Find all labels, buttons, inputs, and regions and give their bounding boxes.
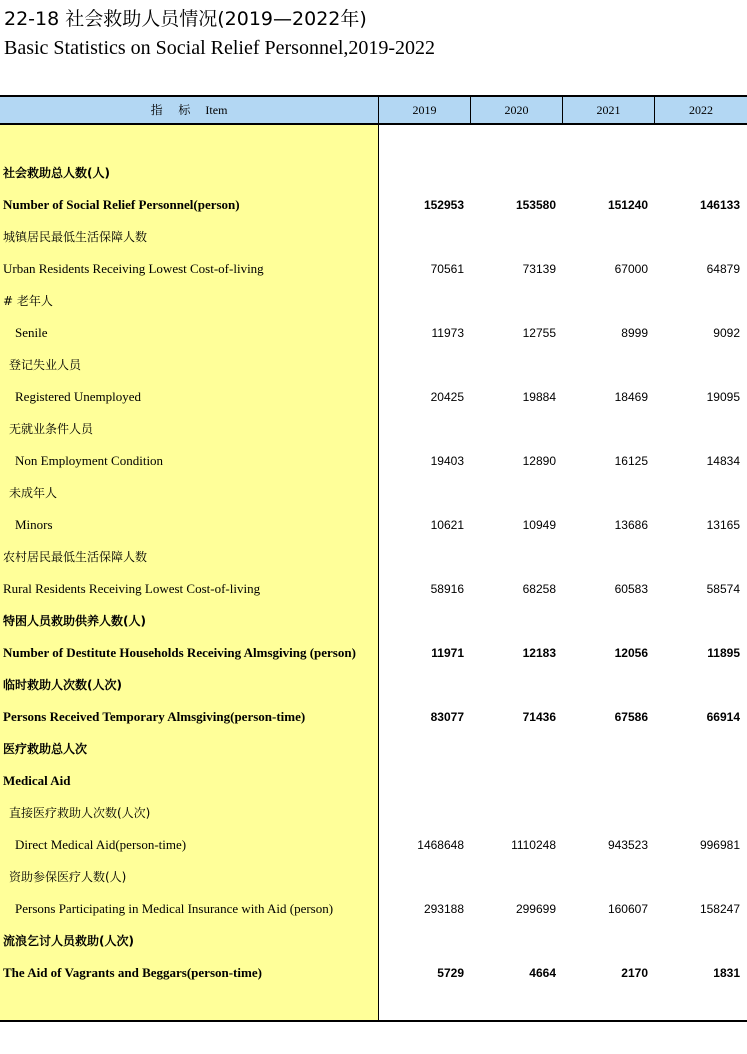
table-row — [0, 733, 747, 765]
cell-value-2021: 13686 — [614, 518, 648, 532]
row-label: 资助参保医疗人数(人) — [9, 870, 127, 884]
cell-value-2020: 71436 — [522, 710, 556, 724]
table-row — [0, 829, 747, 861]
row-label: Number of Social Relief Personnel(person) — [3, 197, 240, 212]
table-row — [0, 765, 747, 797]
table-row — [0, 669, 747, 701]
row-label: Number of Destitute Households Receiving Almsgiving (person) — [3, 645, 356, 660]
cell-value-2022: 64879 — [706, 262, 740, 276]
cell-value-2020: 10949 — [522, 518, 556, 532]
table-row — [0, 701, 747, 733]
cell-value-2021: 943523 — [607, 838, 648, 852]
statistics-table — [0, 95, 747, 1022]
cell-value-2021: 60583 — [614, 582, 648, 596]
cell-value-2021: 8999 — [621, 326, 648, 340]
cell-value-2022: 19095 — [706, 390, 740, 404]
cell-value-2019: 1468648 — [417, 838, 464, 852]
row-label: Non Employment Condition — [15, 453, 164, 468]
table-row — [0, 157, 747, 189]
table-row — [0, 797, 747, 829]
cell-value-2021: 18469 — [614, 390, 648, 404]
cell-value-2020: 1110248 — [511, 838, 556, 852]
row-label: # 老年人 — [3, 294, 53, 308]
table-row — [0, 541, 747, 573]
cell-value-2020: 19884 — [522, 390, 556, 404]
row-label: 未成年人 — [9, 486, 58, 500]
cell-value-2019: 11973 — [431, 326, 464, 340]
cell-value-2022: 11895 — [707, 646, 740, 660]
table-row — [0, 637, 747, 669]
cell-value-2022: 146133 — [699, 198, 740, 212]
cell-value-2022: 1831 — [713, 966, 740, 980]
table-header — [0, 95, 747, 125]
cell-value-2022: 9092 — [713, 326, 740, 340]
header-year-2021: 2021 — [563, 97, 655, 123]
header-year-2019: 2019 — [379, 97, 471, 123]
table-row — [0, 253, 747, 285]
table-row — [0, 445, 747, 477]
page-title-cn: 22-18 社会救助人员情况(2019—2022年) — [4, 8, 367, 30]
cell-value-2022: 58574 — [706, 582, 740, 596]
cell-value-2019: 70561 — [430, 262, 464, 276]
cell-value-2020: 73139 — [522, 262, 556, 276]
cell-value-2021: 151240 — [607, 198, 648, 212]
table-row — [0, 413, 747, 445]
table-row — [0, 509, 747, 541]
cell-value-2020: 4664 — [529, 966, 556, 980]
cell-value-2019: 19403 — [430, 454, 464, 468]
table-row — [0, 925, 747, 957]
row-label: Minors — [15, 517, 53, 532]
row-label: 直接医疗救助人次数(人次) — [9, 806, 151, 820]
table-bottom-rule — [0, 1020, 747, 1022]
row-label: The Aid of Vagrants and Beggars(person-time) — [3, 965, 262, 980]
cell-value-2020: 68258 — [522, 582, 556, 596]
cell-value-2019: 152953 — [423, 198, 464, 212]
table-row — [0, 285, 747, 317]
cell-value-2022: 158247 — [699, 902, 740, 916]
row-label: 登记失业人员 — [9, 358, 82, 372]
cell-value-2022: 14834 — [706, 454, 740, 468]
row-label: Persons Participating in Medical Insurance with Aid (person) — [15, 901, 334, 916]
row-label: 流浪乞讨人员救助(人次) — [3, 934, 134, 948]
row-label: Registered Unemployed — [15, 389, 141, 404]
cell-value-2019: 11971 — [431, 646, 464, 660]
row-label: Direct Medical Aid(person-time) — [15, 837, 187, 852]
row-label: Rural Residents Receiving Lowest Cost-of-living — [3, 581, 261, 596]
row-label: 医疗救助总人次 — [3, 742, 88, 756]
table-row — [0, 957, 747, 989]
row-label: 城镇居民最低生活保障人数 — [3, 230, 148, 244]
header-item-cn: 指 标 — [150, 103, 197, 117]
cell-value-2022: 13165 — [706, 518, 740, 532]
table-row — [0, 861, 747, 893]
cell-value-2022: 996981 — [699, 838, 740, 852]
row-label: 农村居民最低生活保障人数 — [3, 550, 148, 564]
row-label: Medical Aid — [3, 773, 71, 788]
cell-value-2020: 299699 — [515, 902, 556, 916]
row-label: 无就业条件人员 — [9, 422, 94, 436]
cell-value-2021: 67586 — [614, 710, 648, 724]
cell-value-2019: 20425 — [430, 390, 464, 404]
cell-value-2019: 293188 — [423, 902, 464, 916]
header-year-2022: 2022 — [689, 103, 713, 117]
table-row — [0, 349, 747, 381]
header-item-en: Item — [205, 103, 228, 117]
cell-value-2019: 83077 — [430, 710, 464, 724]
header-year-2020: 2020 — [471, 97, 563, 123]
table-row — [0, 189, 747, 221]
cell-value-2021: 16125 — [614, 454, 648, 468]
table-row — [0, 221, 747, 253]
cell-value-2022: 66914 — [706, 710, 740, 724]
cell-value-2020: 12183 — [522, 646, 556, 660]
cell-value-2019: 58916 — [430, 582, 464, 596]
cell-value-2021: 160607 — [607, 902, 648, 916]
cell-value-2020: 12890 — [522, 454, 556, 468]
table-row — [0, 573, 747, 605]
cell-value-2021: 2170 — [621, 966, 648, 980]
row-label: Urban Residents Receiving Lowest Cost-of-living — [3, 261, 264, 276]
cell-value-2020: 12755 — [522, 326, 556, 340]
table-row — [0, 477, 747, 509]
row-label: Senile — [15, 325, 48, 340]
row-label: 社会救助总人数(人) — [3, 166, 110, 180]
row-label: Persons Received Temporary Almsgiving(person-time) — [3, 709, 306, 724]
cell-value-2020: 153580 — [515, 198, 556, 212]
page-title-en: Basic Statistics on Social Relief Personnel,2019-2022 — [4, 37, 436, 59]
row-label: 临时救助人次数(人次) — [3, 678, 122, 692]
table-row — [0, 605, 747, 637]
cell-value-2021: 67000 — [614, 262, 648, 276]
cell-value-2019: 5729 — [437, 966, 464, 980]
header-item — [0, 97, 379, 123]
table-row — [0, 893, 747, 925]
cell-value-2019: 10621 — [430, 518, 464, 532]
cell-value-2021: 12056 — [614, 646, 648, 660]
row-label: 特困人员救助供养人数(人) — [3, 614, 146, 628]
table-row — [0, 381, 747, 413]
table-row — [0, 317, 747, 349]
